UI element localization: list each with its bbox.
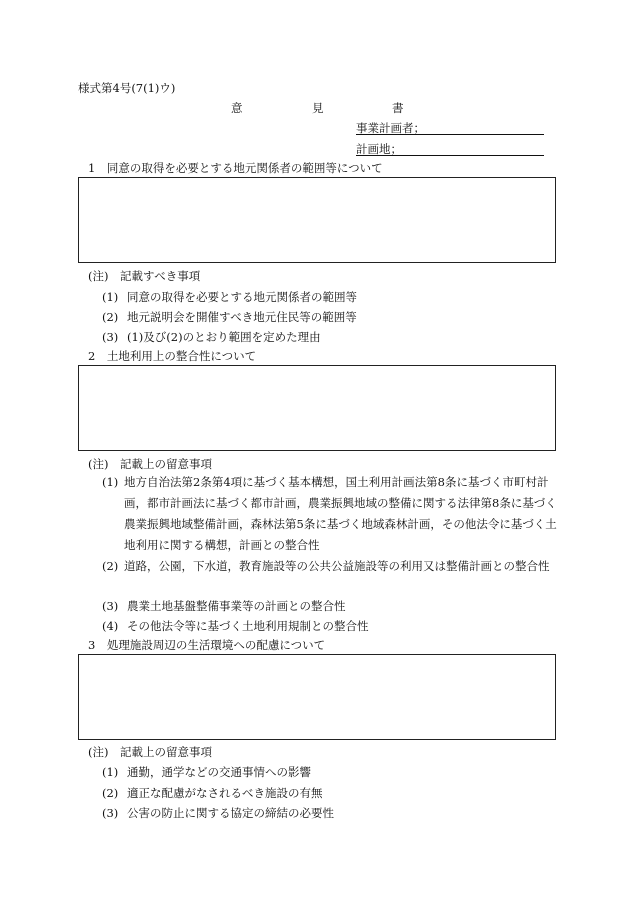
section-1-note-label: (注) 記載すべき事項 bbox=[88, 269, 201, 283]
section-2-item-2-text: 道路，公園，下水道，教育施設等の公共公益施設等の利用又は整備計画との整合性 bbox=[124, 559, 550, 573]
section-3-item-3-num: (3) bbox=[102, 806, 119, 820]
section-2-heading: 2 土地利用上の整合性について bbox=[88, 349, 257, 363]
section-1-item-2-text: 地元説明会を開催すべき地元住民等の範囲等 bbox=[127, 310, 357, 324]
title-char-3: 書 bbox=[392, 101, 404, 115]
section-3-item-1-num: (1) bbox=[102, 765, 119, 779]
section-2-item-1-text: 地方自治法第2条第4項に基づく基本構想，国土利用計画法第8条に基づく市町村計画，都市計画法に基づく都市計画，農業振興地域の整備に関する法律第8条に基づく農業振興地域整備計画，森林法第5条に基づく地域森林計画，その他法令に基づく土地利用に関する構想，計画との整合性 bbox=[124, 475, 557, 552]
title-char-2: 見 bbox=[312, 101, 324, 115]
section-2-note-label: (注) 記載上の留意事項 bbox=[88, 457, 212, 471]
section-3-note-label: (注) 記載上の留意事項 bbox=[88, 745, 212, 759]
site-field[interactable] bbox=[356, 155, 544, 156]
section-3-item-3-text: 公害の防止に関する協定の締結の必要性 bbox=[127, 806, 334, 820]
section-2-box[interactable] bbox=[78, 365, 556, 451]
section-2-item-3-text: 農業土地基盤整備事業等の計画との整合性 bbox=[127, 599, 346, 613]
section-2-item-1-num: (1) bbox=[102, 475, 119, 489]
section-2-item-4-text: その他法令等に基づく土地利用規制との整合性 bbox=[127, 619, 369, 633]
site-label: 計画地； bbox=[356, 142, 402, 156]
section-1-heading: 1 同意の取得を必要とする地元関係者の範囲等について bbox=[88, 161, 383, 175]
planner-label: 事業計画者； bbox=[356, 121, 425, 135]
section-3-item-2-num: (2) bbox=[102, 786, 119, 800]
planner-field[interactable] bbox=[356, 134, 544, 135]
section-1-box[interactable] bbox=[78, 177, 556, 263]
section-3-heading: 3 処理施設周辺の生活環境への配慮について bbox=[88, 638, 326, 652]
section-2-item-4-num: (4) bbox=[102, 619, 119, 633]
section-1-item-3-text: (1)及び(2)のとおり範囲を定めた理由 bbox=[127, 330, 321, 344]
section-1-item-1-text: 同意の取得を必要とする地元関係者の範囲等 bbox=[127, 290, 357, 304]
section-3-box[interactable] bbox=[78, 654, 556, 740]
section-3-item-1-text: 通勤，通学などの交通事情への影響 bbox=[127, 765, 311, 779]
form-number: 様式第4号(7(1)ウ) bbox=[78, 81, 176, 95]
section-2-item-3-num: (3) bbox=[102, 599, 119, 613]
page-title bbox=[0, 100, 630, 116]
section-1-item-1-num: (1) bbox=[102, 290, 119, 304]
title-char-1: 意 bbox=[231, 101, 243, 115]
section-3-item-2-text: 適正な配慮がなされるべき施設の有無 bbox=[127, 786, 323, 800]
section-2-item-2-num: (2) bbox=[102, 559, 119, 573]
section-1-item-2-num: (2) bbox=[102, 310, 119, 324]
section-1-item-3-num: (3) bbox=[102, 330, 119, 344]
